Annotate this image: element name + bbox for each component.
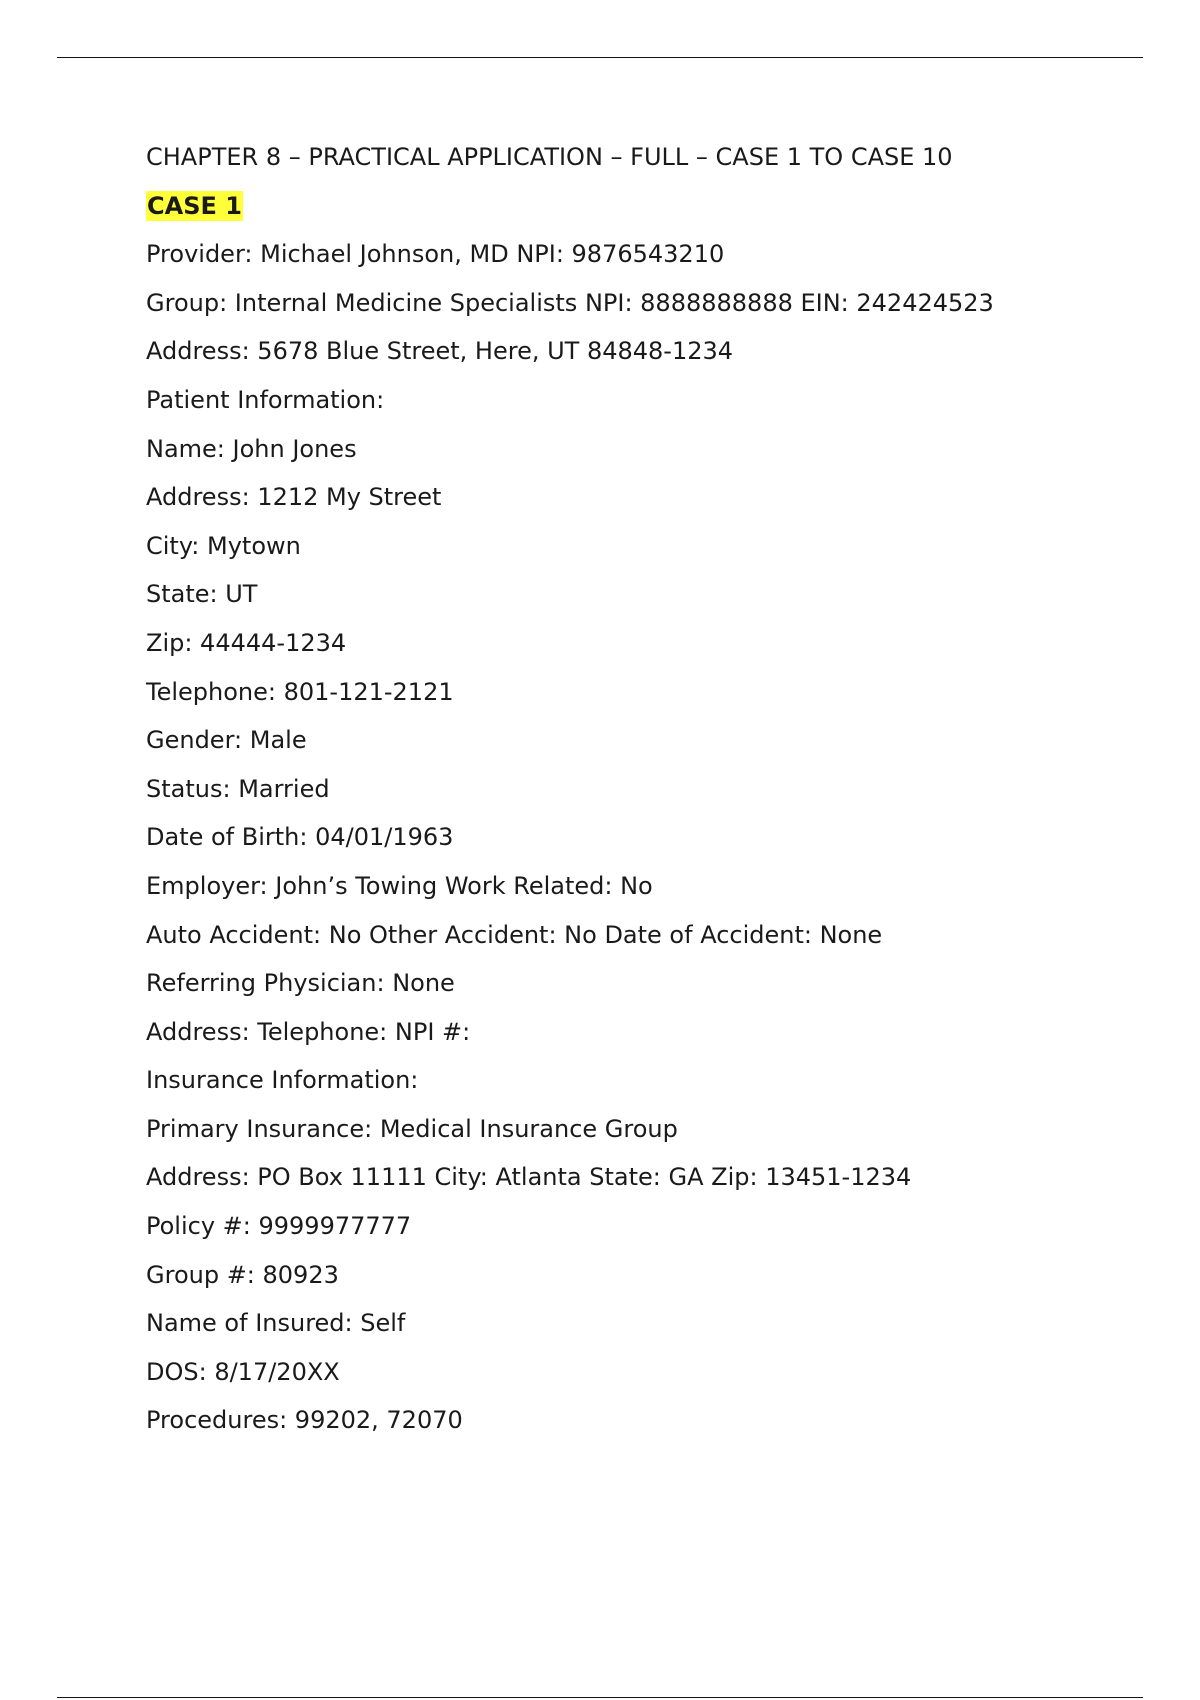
- patient-gender-line: Gender: Male: [146, 726, 307, 755]
- provider-address-line: Address: 5678 Blue Street, Here, UT 84848-1234: [146, 337, 734, 366]
- top-rule: [57, 57, 1143, 58]
- referring-contact-line: Address: Telephone: NPI #:: [146, 1017, 471, 1046]
- case-label: CASE 1: [147, 191, 242, 220]
- bottom-rule: [57, 1697, 1143, 1698]
- patient-city-line: City: Mytown: [146, 531, 301, 560]
- patient-info-heading: Patient Information:: [146, 385, 385, 414]
- case-label-line: [146, 191, 1146, 221]
- patient-name-line: Name: John Jones: [146, 434, 357, 463]
- accident-line: Auto Accident: No Other Accident: No Date of Accident: None: [146, 920, 883, 949]
- document-body: [146, 142, 1146, 1454]
- patient-status-line: Status: Married: [146, 774, 330, 803]
- provider-line: Provider: Michael Johnson, MD NPI: 9876543210: [146, 240, 725, 269]
- insurance-address-line: Address: PO Box 11111 City: Atlanta State: GA Zip: 13451-1234: [146, 1163, 912, 1192]
- patient-telephone-line: Telephone: 801-121-2121: [146, 677, 454, 706]
- insurance-info-heading: Insurance Information:: [146, 1066, 419, 1095]
- insured-name-line: Name of Insured: Self: [146, 1309, 406, 1338]
- patient-state-line: State: UT: [146, 580, 258, 609]
- dos-line: DOS: 8/17/20XX: [146, 1357, 340, 1386]
- chapter-heading: CHAPTER 8 – PRACTICAL APPLICATION – FULL – CASE 1 TO CASE 10: [146, 143, 953, 171]
- group-number-line: Group #: 80923: [146, 1260, 339, 1289]
- group-line: Group: Internal Medicine Specialists NPI: 8888888888 EIN: 242424523: [146, 288, 994, 317]
- procedures-line: Procedures: 99202, 72070: [146, 1406, 463, 1435]
- employer-line: Employer: John’s Towing Work Related: No: [146, 871, 653, 900]
- patient-zip-line: Zip: 44444-1234: [146, 628, 347, 657]
- patient-dob-line: Date of Birth: 04/01/1963: [146, 823, 454, 852]
- primary-insurance-line: Primary Insurance: Medical Insurance Group: [146, 1114, 678, 1143]
- policy-number-line: Policy #: 9999977777: [146, 1212, 412, 1241]
- patient-address-line: Address: 1212 My Street: [146, 483, 442, 512]
- referring-physician-line: Referring Physician: None: [146, 969, 455, 998]
